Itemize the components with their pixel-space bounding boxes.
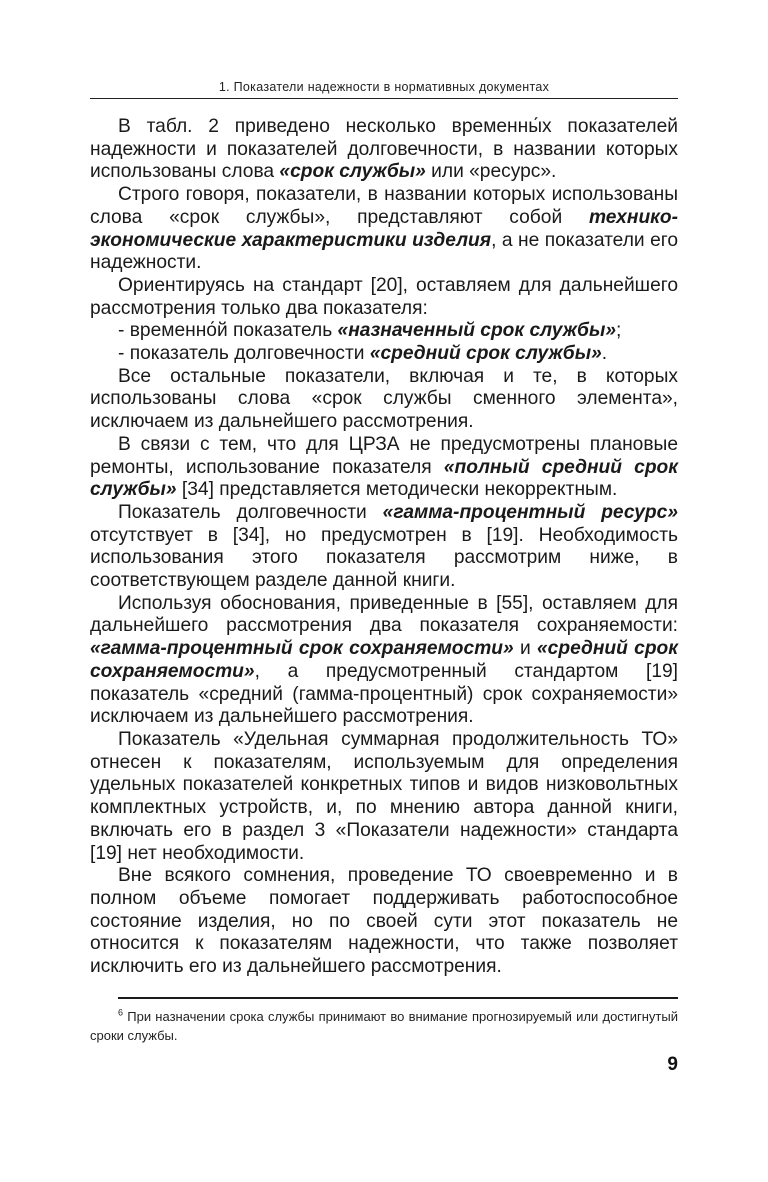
text-run: В табл. 2 приведено несколько временны́х показателей надежности и показателей долговечности, в названии которых использованы слова (90, 116, 678, 183)
footnote-rule (118, 997, 678, 999)
footnote (90, 1008, 678, 1045)
text-run: ; (616, 320, 622, 342)
emphasis: «срок службы» (279, 161, 426, 183)
paragraph (90, 865, 678, 979)
header-rule (90, 98, 678, 99)
text-run: и (513, 638, 537, 660)
list-item (90, 320, 678, 343)
body-text (90, 116, 678, 979)
footnote-text (90, 1008, 678, 1045)
text-run: - показатель долговечности (118, 343, 370, 365)
paragraph (90, 184, 678, 275)
text-run: Вне всякого сомнения, проведение ТО своевременно и в полном объеме помогает поддерживать работоспособное состояние изделия, но по своей сути этот показатель не относится к показателям надежности, что также позволяет исключить его из дальнейшего рассмотрения. (90, 865, 678, 978)
paragraph (90, 434, 678, 502)
footnote-marker: 6 (118, 1007, 124, 1018)
emphasis: технико-экономические характеристики изделия (90, 206, 678, 251)
footnote-body: При назначении срока службы принимают во внимание прогнозируемый или достигнутый сроки службы. (90, 1009, 678, 1043)
emphasis: «средний срок сохраняемости» (90, 638, 679, 682)
paragraph (90, 502, 678, 593)
paragraph (90, 275, 678, 320)
page-number: 9 (667, 1054, 678, 1075)
text-run: [34] представляется методически некорректным. (176, 479, 618, 501)
text-run: - временно́й показатель (118, 320, 338, 342)
text-run: Строго говоря, показатели, в названии которых использованы слова «срок службы», представляют собой (90, 184, 678, 228)
paragraph (90, 366, 678, 434)
paragraph (90, 116, 678, 184)
emphasis: «гамма-процентный срок сохраняемости» (90, 638, 514, 660)
text-run: , а не показатели его надежности. (90, 229, 678, 274)
text-run: В связи с тем, что для ЦРЗА не предусмотрены плановые ремонты, использование показателя (90, 433, 678, 478)
paragraph (90, 593, 678, 729)
emphasis: «полный средний срок службы» (90, 456, 678, 501)
text-run: Показатель долговечности (118, 501, 383, 523)
text-run: отсутствует в [34], но предусмотрен в [19]. Необходимость использования этого показателя рассмотрим ниже, в соответствующем разделе данной книги. (90, 524, 678, 592)
list-item (90, 343, 678, 366)
running-header: 1. Показатели надежности в нормативных документах (218, 80, 550, 94)
text-run: Используя обоснования, приведенные в [55], оставляем для дальнейшего рассмотрения два показателя сохраняемости: (90, 592, 678, 637)
paragraph (90, 729, 678, 865)
text-run: . (601, 343, 608, 365)
text-run: Ориентируясь на стандарт [20], оставляем для дальнейшего рассмотрения только два показателя: (90, 274, 678, 319)
text-run: Показатель «Удельная суммарная продолжительность ТО» отнесен к показателям, используемым для определения удельных показателей конкретных типов и видов низковольтных комплектных устройств, и, по мнению автора данной книги, включать его в раздел 3 «Показатели надежности» стандарта [19] нет необходимости. (90, 728, 678, 864)
text-run: , а предусмотренный стандартом [19] показатель «средний (гамма-процентный) срок сохраняемости» исключаем из дальнейшего рассмотрения. (90, 660, 678, 728)
text-run: Все остальные показатели, включая и те, в которых использованы слова «срок службы сменного элемента», исключаем из дальнейшего рассмотрения. (90, 365, 678, 433)
emphasis: «средний срок службы» (369, 343, 602, 365)
emphasis: «гамма-процентный ресурс» (382, 501, 678, 523)
emphasis: «назначенный срок службы» (337, 320, 616, 342)
text-run: или «ресурс». (425, 161, 557, 183)
